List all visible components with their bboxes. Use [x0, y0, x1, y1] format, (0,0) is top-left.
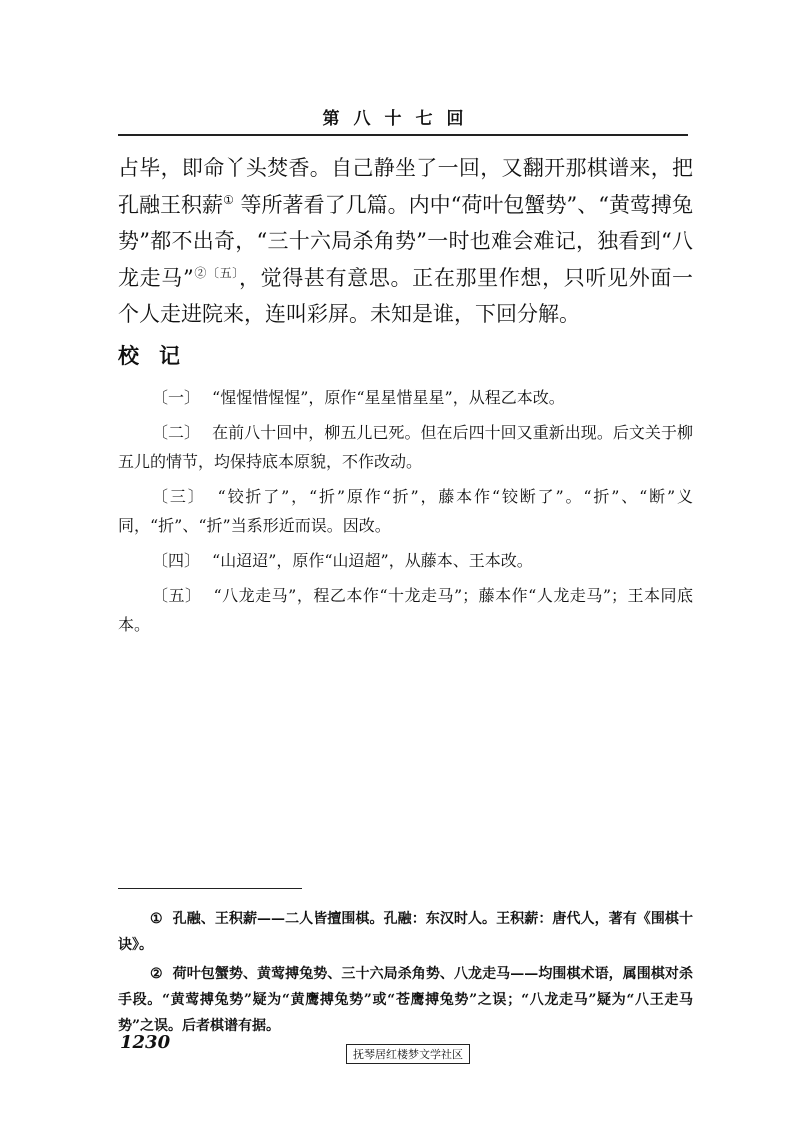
- note-text: “铰折了”，“折”原作“折”，藤本作“铰断了”。“折”、“断”义同，“折”、“折”当系形近而误。因改。: [118, 487, 693, 535]
- note-label: 〔三〕: [152, 487, 206, 506]
- collation-note: [118, 383, 693, 412]
- body-text-part-3: ，觉得甚有意思。正在那里作想，只听见外面一个人走进院来，连叫彩屏。未知是谁，下回分解。: [118, 265, 693, 326]
- body-text-part-2: 等所著看了几篇。内中“荷叶包蟹势”、“黄莺搏兔势”都不出奇，“三十六局杀角势”一时也难会难记，独看到“八龙走马”: [118, 192, 693, 290]
- footnote-ref-2[interactable]: ②〔五〕: [193, 265, 239, 280]
- note-text: “八龙走马”，程乙本作“十龙走马”；藤本作“人龙走马”；王本同底本。: [118, 586, 693, 634]
- collation-note: [118, 546, 693, 575]
- note-label: 〔一〕: [152, 388, 201, 407]
- note-text: 在前八十回中，柳五儿已死。但在后四十回又重新出现。后文关于柳五儿的情节，均保持底本原貌，不作改动。: [118, 423, 693, 471]
- note-text: “山迢迢”，原作“山迢超”，从藤本、王本改。: [212, 551, 533, 570]
- header-rule: [118, 134, 688, 136]
- footnote-text: 荷叶包蟹势、黄莺搏兔势、三十六局杀角势、八龙走马——均围棋术语，属围棋对杀手段。“黄莺搏兔势”疑为“黄鹰搏兔势”或“苍鹰搏兔势”之误；“八龙走马”疑为“八王走马势”之误。后者棋谱有据。: [118, 966, 693, 1034]
- collation-title: 校记: [118, 343, 200, 368]
- note-label: 〔二〕: [152, 423, 201, 442]
- collation-note: [118, 418, 693, 476]
- footnote-item: [118, 906, 693, 958]
- footnotes: [118, 906, 693, 1042]
- footnote-rule: [118, 888, 302, 889]
- page-number: 1230: [120, 1032, 171, 1053]
- footnote-text: 孔融、王积薪——二人皆擅围棋。孔融：东汉时人。王积薪：唐代人，著有《围棋十诀》。: [118, 911, 693, 953]
- note-label: 〔四〕: [152, 551, 201, 570]
- watermark-stamp: 抚琴居红楼梦文学社区: [346, 1044, 470, 1064]
- chapter-title: 第八十七回: [322, 109, 478, 129]
- footnote-item: [118, 961, 693, 1039]
- body-paragraph: [118, 150, 693, 333]
- collation-notes: [118, 383, 693, 645]
- collation-note: [118, 482, 693, 540]
- footnote-marker: ①: [150, 911, 163, 927]
- footnote-ref-1[interactable]: ①: [223, 192, 234, 207]
- body-text-part-1: 占毕，即命丫头焚香。自己静坐了一回，又翻开那棋谱来，把孔融王积薪: [118, 156, 693, 217]
- footnote-marker: ②: [150, 966, 163, 982]
- collation-note: [118, 581, 693, 639]
- note-label: 〔五〕: [152, 586, 202, 605]
- note-text: “惺惺惜惺惺”，原作“星星惜星星”，从程乙本改。: [212, 388, 565, 407]
